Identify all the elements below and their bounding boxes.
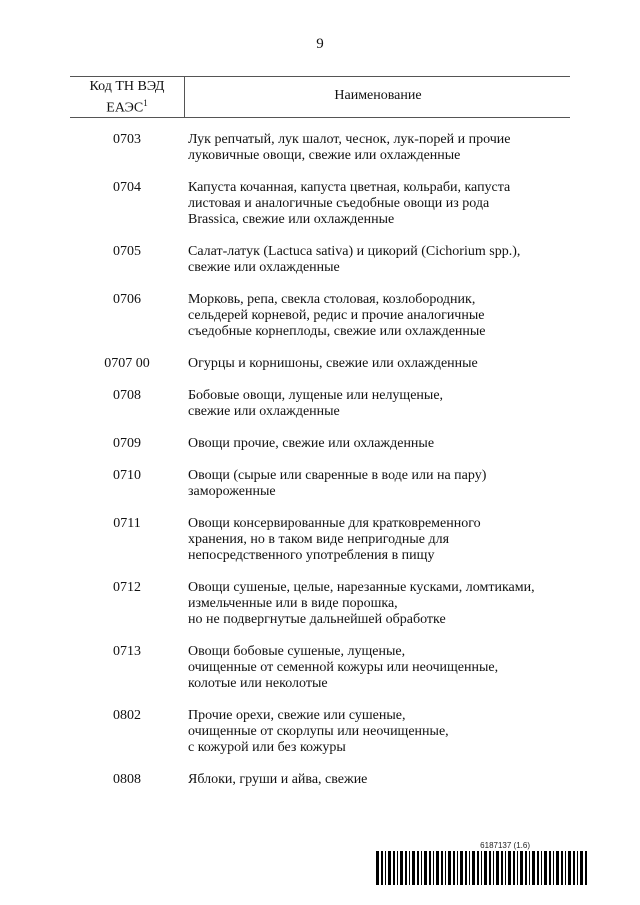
tnved-code: 0802 [113,708,141,723]
product-name-line: колотые или неколотые [188,676,328,691]
tnved-code: 0704 [113,180,141,195]
product-name-line: Огурцы и корнишоны, свежие или охлажденные [188,356,478,371]
product-name-line: очищенные от скорлупы или неочищенные, [188,724,449,739]
table-row [70,436,570,452]
table-row [70,772,570,788]
page-number: 9 [316,36,324,52]
product-name-line: сельдерей корневой, редис и прочие аналогичные [188,308,485,323]
barcode-icon [376,851,588,885]
product-name-line: луковичные овощи, свежие или охлажденные [188,148,461,163]
product-name-line: Лук репчатый, лук шалот, чеснок, лук-порей и прочие [188,132,511,147]
product-name-line: Капуста кочанная, капуста цветная, кольраби, капуста [188,180,511,195]
table-row [70,244,570,276]
table-row [70,644,570,692]
code-column-header [70,79,184,117]
product-name-line: но не подвергнутые дальнейшей обработке [188,612,446,627]
header-divider [184,77,185,117]
tnved-code: 0808 [113,772,141,787]
product-name [184,356,570,372]
product-name-line: Морковь, репа, свекла столовая, козлобородник, [188,292,476,307]
table-row [70,580,570,628]
tnved-code: 0709 [113,436,141,451]
product-name-line: Brassica, свежие или охлажденные [188,212,395,227]
product-name-line: съедобные корнеплоды, свежие или охлажденные [188,324,486,339]
table-row [70,132,570,164]
table-row [70,468,570,500]
tnved-code: 0706 [113,292,141,307]
code-header-line1: Код ТН ВЭД [89,79,165,94]
product-name-line: хранения, но в таком виде непригодные для [188,532,450,547]
product-name-line: Салат-латук (Lactuca sativa) и цикорий (Cichorium spp.), [188,244,521,259]
product-name-line: замороженные [188,484,276,499]
code-header-line2: ЕАЭС [106,100,144,116]
tnved-code: 0708 [113,388,141,403]
table-row [70,356,570,372]
product-name [184,388,570,420]
tnved-code: 0710 [113,468,141,483]
product-name-line: непосредственного употребления в пищу [188,548,435,563]
table-row [70,708,570,756]
product-name [184,708,570,756]
product-name-line: листовая и аналогичные съедобные овощи из рода [188,196,490,211]
product-name-line: очищенные от семенной кожуры или неочищенные, [188,660,499,675]
name-column-header: Наименование [334,88,422,103]
product-name-line: Овощи прочие, свежие или охлажденные [188,436,435,451]
product-name [184,132,570,164]
product-name [184,180,570,228]
product-name [184,468,570,500]
tnved-code: 0712 [113,580,141,595]
product-name-line: Овощи сушеные, целые, нарезанные кусками, ломтиками, [188,580,535,595]
table-header [70,76,570,118]
tnved-code: 0711 [113,516,141,531]
product-name-line: Овощи консервированные для кратковременного [188,516,481,531]
table-body [70,132,570,788]
product-name [184,436,570,452]
product-name-line: свежие или охлажденные [188,404,340,419]
product-name-line: свежие или охлажденные [188,260,340,275]
document-barcode [376,841,588,887]
product-name-line: Овощи (сырые или сваренные в воде или на пару) [188,468,487,483]
product-name [184,580,570,628]
table-row [70,516,570,564]
tnved-code: 0707 00 [104,356,150,371]
product-name-line: Бобовые овощи, лущеные или нелущеные, [188,388,444,403]
product-name [184,772,570,788]
product-name-line: Прочие орехи, свежие или сушеные, [188,708,406,723]
table-row [70,180,570,228]
product-name [184,292,570,340]
tnved-code: 0703 [113,132,141,147]
product-name-line: Овощи бобовые сушеные, лущеные, [188,644,406,659]
product-name [184,516,570,564]
tnved-code: 0713 [113,644,141,659]
table-row [70,292,570,340]
tnved-table [70,76,570,788]
product-name [184,244,570,276]
table-row [70,388,570,420]
tnved-code: 0705 [113,244,141,259]
barcode-number: 6187137 (1.6) [480,841,530,850]
footnote-marker: 1 [143,98,148,108]
product-name-line: измельченные или в виде порошка, [188,596,398,611]
product-name-line: с кожурой или без кожуры [188,740,346,755]
product-name-line: Яблоки, груши и айва, свежие [188,772,368,787]
product-name [184,644,570,692]
